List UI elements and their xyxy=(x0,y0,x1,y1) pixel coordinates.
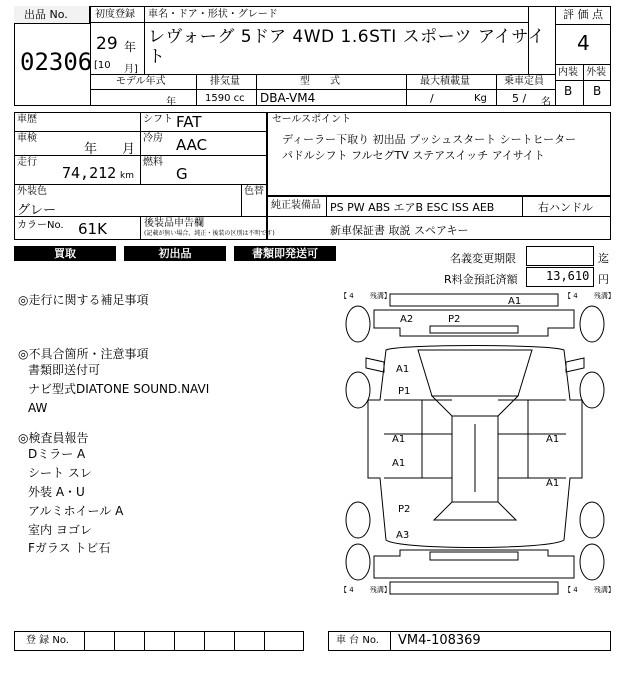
registration-label: 初度登録 xyxy=(95,9,135,20)
divider xyxy=(14,155,267,156)
defect-line-2: ナビ型式DIATONE SOUND.NAVI xyxy=(28,382,210,396)
mark-left-a1-top: A1 xyxy=(392,434,406,445)
displacement-value: 1590 cc xyxy=(205,93,245,104)
mark-rear-a3: A3 xyxy=(396,530,410,541)
mark-left-a1-bottom: A1 xyxy=(392,458,406,469)
divider xyxy=(522,196,523,216)
divider xyxy=(144,631,145,651)
divider xyxy=(14,184,267,185)
divider xyxy=(204,631,205,651)
registration-year-unit: 年 xyxy=(124,40,137,54)
registration-month-unit: 月] xyxy=(124,64,138,75)
defect-line-3: AW xyxy=(28,401,48,415)
inspector-line-4: アルミホイール A xyxy=(28,504,124,518)
defect-line-1: 書類即送付可 xyxy=(28,363,101,377)
divider xyxy=(267,216,611,217)
divider xyxy=(90,89,555,90)
name-change-label: 名義変更期限 xyxy=(450,252,516,265)
sales-label: セールスポイント xyxy=(272,114,352,125)
tag-purchase: 買取 xyxy=(14,246,116,261)
divider xyxy=(256,74,257,106)
divider xyxy=(406,74,407,106)
name-change-unit: 迄 xyxy=(598,252,609,265)
car-diagram xyxy=(338,288,612,601)
type-label: 型 式 xyxy=(300,76,340,87)
tire-tread-rear-right: 【 4 残溝】 xyxy=(564,586,612,594)
type-value: DBA-VM4 xyxy=(260,91,316,105)
fuel-value: G xyxy=(176,165,188,183)
steering-value: 右ハンドル xyxy=(538,201,593,214)
max-load-unit: Kg xyxy=(474,93,487,104)
shift-value: FAT xyxy=(176,113,202,131)
aftermarket-label: 後装品申告欄 xyxy=(144,218,204,229)
divider xyxy=(496,74,497,106)
car-diagram-svg xyxy=(338,288,612,601)
divider xyxy=(14,131,267,132)
divider xyxy=(555,6,556,106)
exterior-label: 外装 xyxy=(586,67,606,78)
inspector-line-2: シート スレ xyxy=(28,466,92,480)
score-value: 4 xyxy=(577,31,590,55)
inspection-month-unit: 月 xyxy=(122,142,136,157)
chassis-label: 車 台 No. xyxy=(336,635,379,646)
aircon-value: AAC xyxy=(176,136,208,154)
extras-value: 新車保証書 取説 スペアキー xyxy=(330,224,469,237)
mark-hood-p1: P1 xyxy=(398,386,411,397)
max-load-slash: / xyxy=(430,92,434,105)
divider xyxy=(583,64,584,106)
aftermarket-note: (記載が無い場合、純正・後装の区別は不明です) xyxy=(144,230,275,237)
history-label: 車歴 xyxy=(17,114,37,125)
exterior-grade: B xyxy=(593,84,602,98)
color-label: 外装色 xyxy=(17,186,47,197)
displacement-label: 排気量 xyxy=(210,76,240,87)
inspector-line-3: 外装 A・U xyxy=(28,485,85,499)
color-no-label: カラーNo. xyxy=(17,220,64,231)
tag-first-listing: 初出品 xyxy=(124,246,226,261)
mark-hood-a1: A1 xyxy=(396,364,410,375)
divider xyxy=(390,631,391,651)
model-year-unit: 年 xyxy=(166,97,176,108)
divider xyxy=(114,631,115,651)
mark-front-a2: A2 xyxy=(400,314,414,325)
divider xyxy=(196,74,197,106)
divider xyxy=(528,6,529,74)
fuel-label: 燃料 xyxy=(143,157,163,168)
mark-right-a1-bottom: A1 xyxy=(546,478,560,489)
recycle-value: 13,610 xyxy=(546,269,590,283)
divider xyxy=(140,112,141,184)
model-year-label: モデル年式 xyxy=(116,76,166,87)
model-name-line2: ト xyxy=(148,47,165,67)
lot-number: 02306 xyxy=(20,48,93,76)
inspection-label: 車検 xyxy=(17,133,37,144)
mark-front-bumper-a1: A1 xyxy=(508,296,522,307)
mark-rear-p2: P2 xyxy=(398,504,411,515)
equipment-label: 純正装備品 xyxy=(271,200,321,211)
color-no-value: 61K xyxy=(78,220,107,238)
capacity-value: 5 / xyxy=(512,92,527,105)
registration-month: [10 xyxy=(94,60,111,71)
interior-grade: B xyxy=(564,84,573,98)
divider xyxy=(555,80,611,81)
divider xyxy=(90,74,555,75)
divider xyxy=(326,196,327,216)
supplement-title: ◎走行に関する補足事項 xyxy=(18,293,149,307)
capacity-label: 乗車定員 xyxy=(504,76,544,87)
mark-right-a1-top: A1 xyxy=(546,434,560,445)
equipment-value: PS PW ABS エアB ESC ISS AEB xyxy=(330,201,495,214)
mileage-unit: km xyxy=(120,171,134,181)
color-change-label: 色替 xyxy=(244,186,264,197)
inspector-line-5: 室内 ヨゴレ xyxy=(28,523,92,537)
tag-documents-ready: 書類即発送可 xyxy=(234,246,336,261)
model-label: 車名・ドア・形状・グレード xyxy=(148,9,278,20)
mark-front-p2: P2 xyxy=(448,314,461,325)
sales-line1: ディーラー下取り 初出品 プッシュスタート シートヒーター xyxy=(282,133,577,146)
inspection-year-unit: 年 xyxy=(84,142,98,157)
shift-label: シフト xyxy=(143,114,173,125)
max-load-label: 最大積載量 xyxy=(420,76,470,87)
name-change-box xyxy=(526,246,594,266)
color-value: グレー xyxy=(17,203,57,218)
recycle-label: R料金預託済額 xyxy=(444,273,518,286)
mileage-value: 74,212 xyxy=(62,164,117,182)
divider xyxy=(174,631,175,651)
divider xyxy=(84,631,85,651)
mileage-label: 走行 xyxy=(17,157,37,168)
divider xyxy=(144,6,145,74)
recycle-unit: 円 xyxy=(598,273,609,286)
inspector-line-1: Dミラー A xyxy=(28,447,86,461)
divider xyxy=(241,184,242,216)
divider xyxy=(264,631,265,651)
divider xyxy=(140,216,141,240)
registration-year: 29 xyxy=(96,34,118,54)
chassis-number: VM4-108369 xyxy=(398,633,481,648)
inspector-title: ◎検査員報告 xyxy=(18,431,89,445)
tire-tread-rear-left: 【 4 残溝】 xyxy=(340,586,391,594)
capacity-unit: 名 xyxy=(541,97,551,108)
inspector-line-6: Fガラス トビ石 xyxy=(28,541,111,555)
lot-label: 出品 No. xyxy=(24,8,68,21)
divider xyxy=(90,22,528,23)
defects-title: ◎不具合箇所・注意事項 xyxy=(18,347,149,361)
score-label: 評 価 点 xyxy=(563,8,603,21)
reg-no-label: 登 録 No. xyxy=(26,635,69,646)
tire-tread-front-left: 【 4 残溝】 xyxy=(340,292,391,300)
divider xyxy=(555,24,611,25)
aircon-label: 冷房 xyxy=(143,133,163,144)
tire-tread-front-right: 【 4 残溝】 xyxy=(564,292,612,300)
sales-line2: パドルシフト フルセグTV ステアスイッチ アイサイト xyxy=(282,149,545,162)
interior-label: 内装 xyxy=(558,67,578,78)
model-name-line1: レヴォーグ 5ドア 4WD 1.6STI スポーツ アイサイ xyxy=(148,27,546,47)
divider xyxy=(234,631,235,651)
